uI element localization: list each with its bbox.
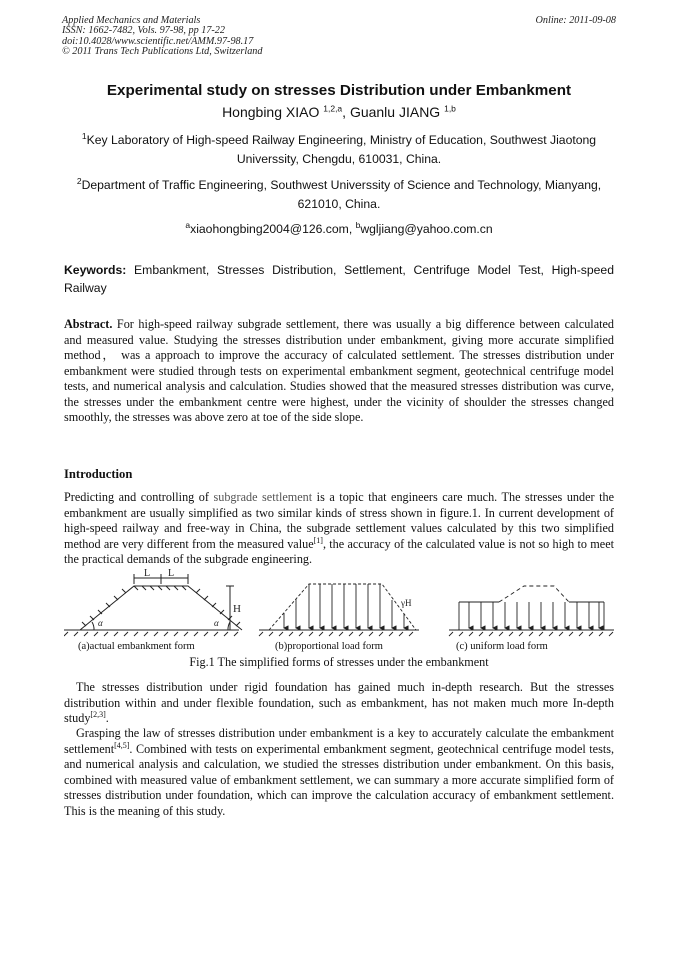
intro-paragraph-2 [64,680,614,727]
intro-p2-text-b: . [105,711,109,725]
symbol-alpha-right: α [214,618,219,628]
abstract-text: For high-speed railway subgrade settlement, there was usually a big difference between calculated and measured value. Studying the stresses distribution under embankment, giving more accurate simplified method， was a approach to improve the accuracy of calculated settlement. The stresses distribution under embankment were studied through tests on experimental embankment segment, geotechnical centrifuge model tests, and numerical analysis and calculation. Studies showed that the measured stresses distribution was curve, the stresses under the embankment centre were highest, under the vicinity of shoulder the stresses changed smoothly, the stresses was above zero at toe of the side slope. [64,317,614,424]
uniform-load-sketch [449,586,614,636]
figure-caption: Fig.1 The simplified forms of stresses under the embankment [189,655,489,669]
affiliation-2 [62,176,616,214]
affiliation-2-sup: 2 [76,175,82,186]
intro-p2-text-a: The stresses distribution under rigid foundation has gained much in-depth research. But the stresses distribution within and under flexible foundation, such as embankment, has not maken much more In-depth study [64,680,614,725]
keywords-label: Keywords: [64,263,127,277]
author-separator: , [342,104,350,120]
figure-label-b: (b)proportional load form [275,641,383,652]
author-2-sup: 1,b [444,103,456,114]
emails [62,220,616,239]
intro-p1-text-a: Predicting and controlling of [64,490,214,504]
email-b: wgljiang@yahoo.com.cn [360,222,493,236]
intro-p1-text-b: is a topic that engineers care much. The stresses under the embankment are usually simplified as two similar kinds of stress shown in figure.1. In current development of high-speed railway and free-way in China, the subgrade settlement values calculated by this two simplified method are very different from the measured value [64,490,615,551]
copyright: © 2011 Trans Tech Publications Ltd, Switzerland [62,46,263,58]
figure-1-drawing [64,566,614,646]
email-b-sup: b [355,219,361,230]
author-1: Hongbing XIAO [222,104,320,120]
intro-p3-text-a: Grasping the law of stresses distribution under embankment is a key to accurately calculate the embankment settlement [64,726,614,756]
authors [0,104,678,120]
figure-label-c: (c) uniform load form [456,641,548,652]
intro-p1-text-c: , the accuracy of the calculated value is not so high to meet the practical demands of the subgrade engineering. [64,536,614,566]
email-a-sup: a [185,219,191,230]
citation-1: [1] [313,535,323,545]
subgrade-settlement-link[interactable]: subgrade settlement [213,490,313,504]
doi: doi:10.4028/www.scientific.net/AMM.97-98.17 [62,35,254,47]
paper-title: Experimental study on stresses Distribution under Embankment [106,82,572,99]
symbol-H: H [233,603,241,615]
keywords [64,261,614,297]
affiliation-1-sup: 1 [81,130,87,141]
proportional-load-sketch [259,584,419,636]
journal-header [62,16,616,58]
affiliation-1 [62,131,616,169]
issn: ISSN: 1662-7482, Vols. 97-98, pp 17-22 [62,25,225,37]
affiliation-1-text: Key Laboratory of High-speed Railway Engineering, Ministry of Education, Southwest Jiaotong Universsity, Chengdu, 610031, China. [86,133,597,166]
abstract [64,317,614,426]
journal-name: Applied Mechanics and Materials [62,15,201,26]
affiliation-2-text: Department of Traffic Engineering, Southwest Universsity of Science and Technology, Mianyang, 621010, China. [81,178,602,211]
email-a: xiaohongbing2004@126.com, [190,222,356,236]
symbol-L1: L [144,568,151,579]
intro-p3-text-b: . Combined with tests on experimental embankment segment, geotechnical centrifuge model tests, and numerical analysis and calculation, we studied the stresses distribution under embankment. On this basis, combined with measured value of embankment settlement, we can summary a more accurate simplified form of stresses distribution under foundation, which can improve the calculation accuracy of embankment settlement. This is the meaning of this study. [64,741,614,818]
online-date: Online: 2011-09-08 [535,15,616,26]
abstract-label: Abstract. [64,317,113,331]
keywords-text: Embankment, Stresses Distribution, Settlement, Centrifuge Model Test, High-speed Railway [64,263,614,295]
intro-paragraph-3 [64,726,614,819]
symbol-gamma-H: γH [401,598,412,608]
author-2: Guanlu JIANG [349,104,441,120]
author-1-sup: 1,2,a [323,103,343,114]
introduction-heading: Introduction [64,467,133,481]
figure-label-a: (a)actual embankment form [78,641,195,652]
citation-2-3: [2,3] [90,709,106,719]
symbol-alpha-left: α [98,618,103,628]
intro-paragraph-1 [64,490,614,568]
citation-4-5: [4,5] [114,740,130,750]
symbol-L2: L [168,568,175,579]
